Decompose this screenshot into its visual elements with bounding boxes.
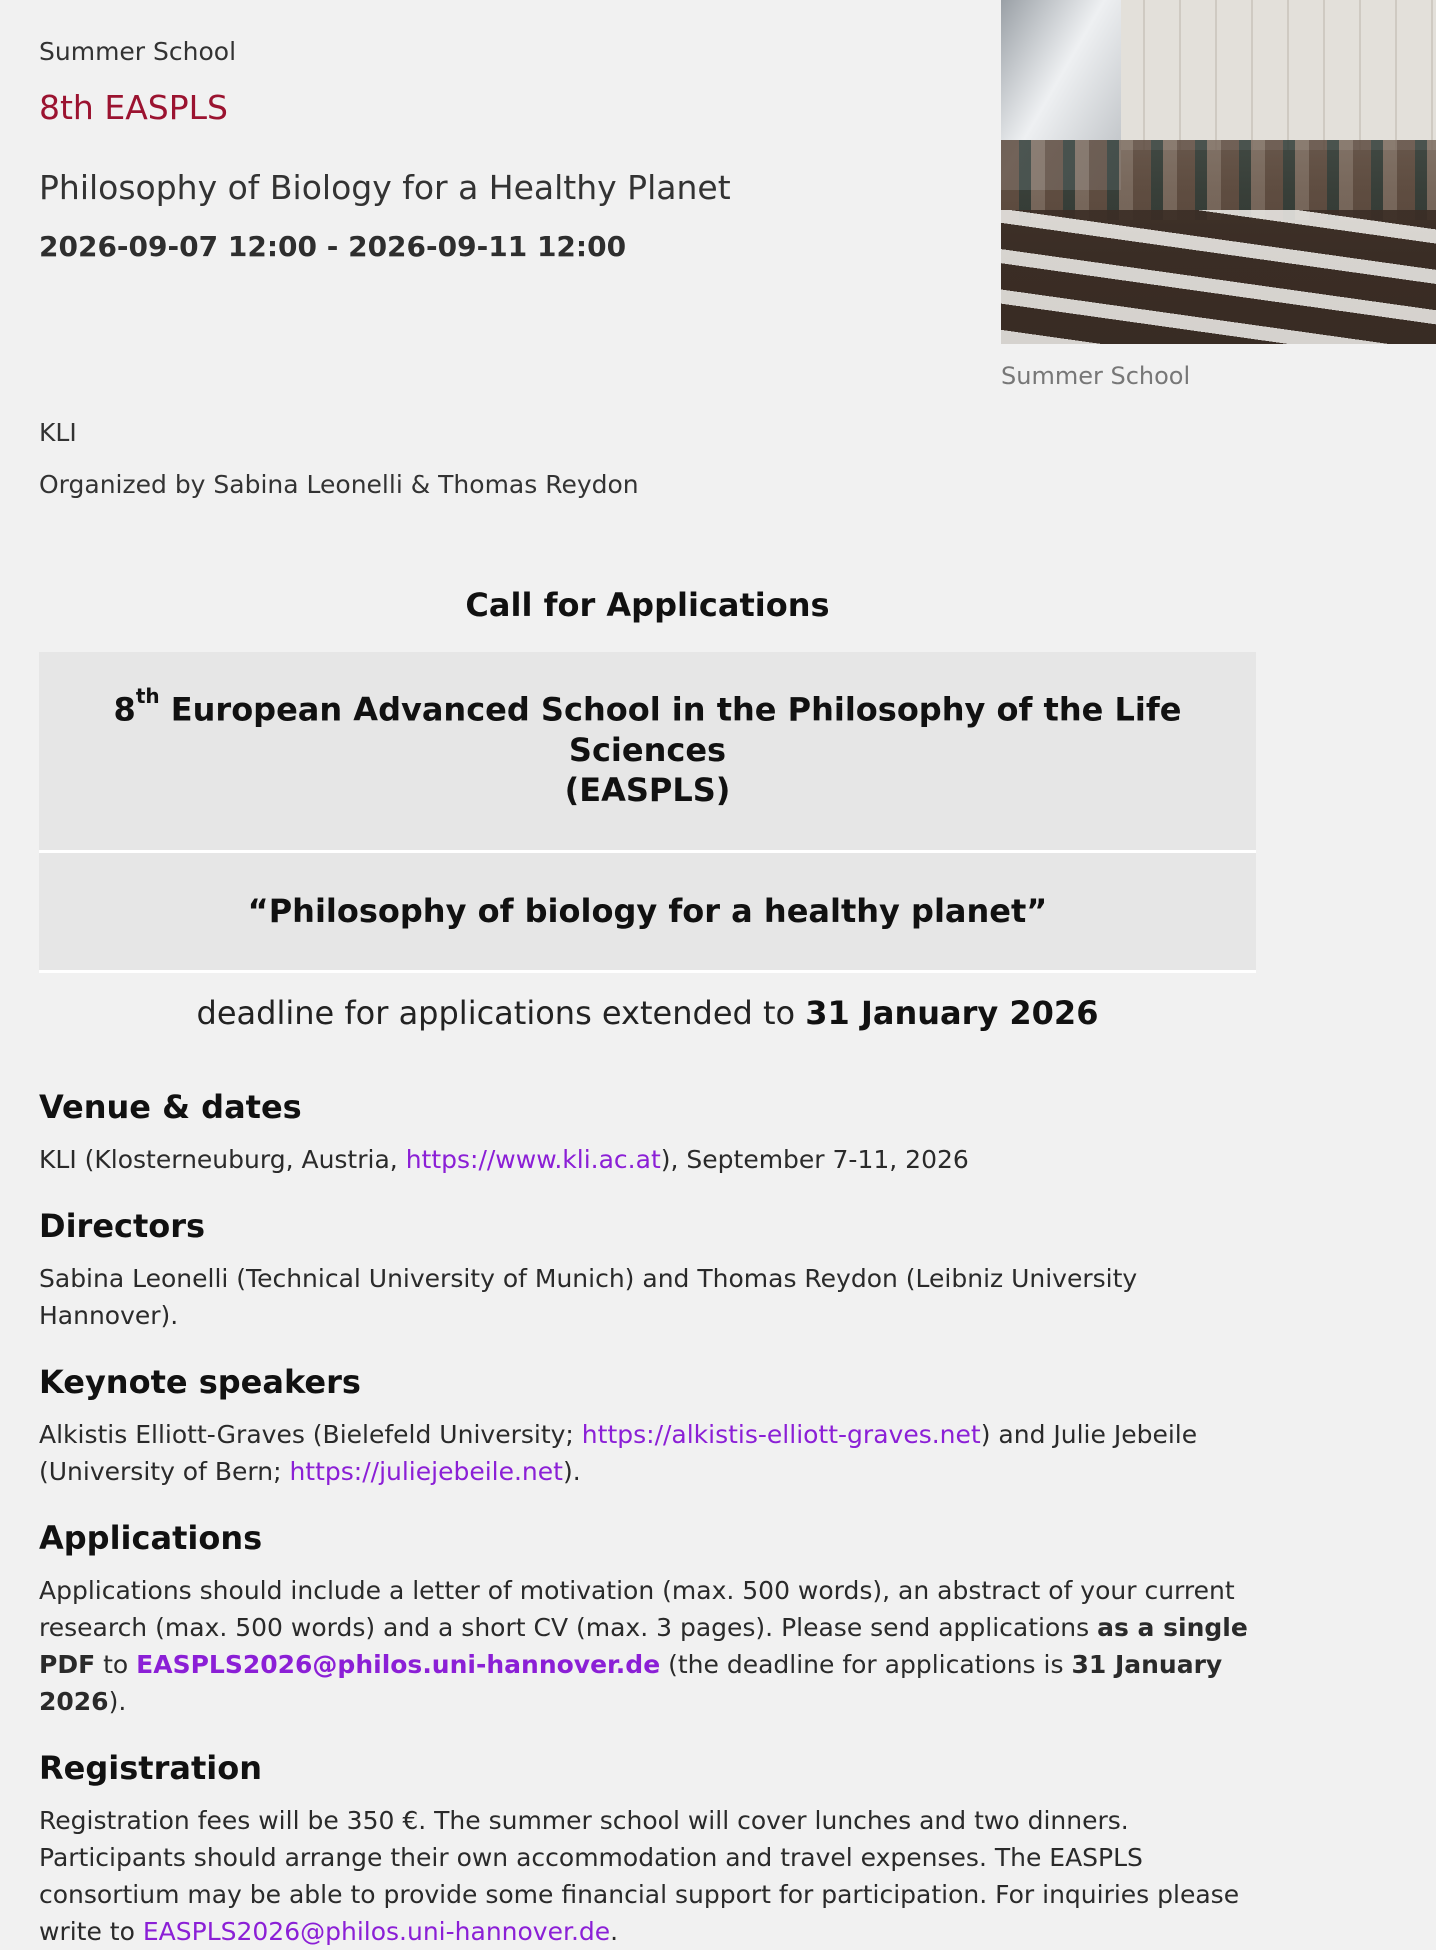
venue-text-after: ), September 7-11, 2026 [660, 1144, 969, 1174]
keynotes-heading: Keynote speakers [39, 1362, 361, 1401]
registration-text [39, 1802, 1256, 1950]
registration-body: Registration fees will be 350 €. The summer school will cover lunches and two dinners. Participants should arrange their own accommodation and travel expenses. The EASPLS consortium may be able to provide some financial support for participation. For inquiries please write to [39, 1805, 1240, 1946]
venue-heading: Venue & dates [39, 1087, 302, 1126]
school-ordinal: 8 [113, 690, 136, 729]
keynotes-part2: ) and Julie Jebeile (University of Bern; [39, 1419, 1198, 1486]
photo-audience [1001, 140, 1436, 220]
registration-email-link[interactable]: EASPLS2026@philos.uni-hannover.de [142, 1916, 611, 1946]
event-dates: 2026-09-07 12:00 - 2026-09-11 12:00 [39, 230, 627, 263]
school-name-box [39, 652, 1256, 853]
event-code: 8th EASPLS [39, 88, 228, 127]
applications-text [39, 1572, 1256, 1720]
call-heading: Call for Applications [465, 586, 830, 624]
applications-part4: ). [108, 1686, 127, 1716]
school-abbr: (EASPLS) [564, 770, 731, 809]
applications-heading: Applications [39, 1518, 263, 1557]
registration-heading: Registration [39, 1748, 262, 1787]
applications-part2: to [95, 1649, 137, 1679]
theme-box [39, 853, 1256, 973]
photo-tables [1001, 210, 1436, 344]
event-photo [1001, 0, 1436, 344]
event-organizers: Organized by Sabina Leonelli & Thomas Reydon [39, 470, 639, 499]
event-description [39, 580, 1256, 1950]
venue-text [39, 1141, 1256, 1178]
directors-text: Sabina Leonelli (Technical University of Munich) and Thomas Reydon (Leibniz University Hannover). [39, 1263, 1138, 1330]
theme-text: “Philosophy of biology for a healthy planet” [247, 891, 1048, 930]
venue-text-before: KLI (Klosterneuburg, Austria, [39, 1144, 406, 1174]
event-title: Philosophy of Biology for a Healthy Planet [39, 168, 731, 207]
jebeile-link[interactable]: https://juliejebeile.net [289, 1456, 563, 1486]
directors-heading: Directors [39, 1206, 206, 1245]
keynotes-part1: Alkistis Elliott-Graves (Bielefeld University; [39, 1419, 582, 1449]
applications-deadline: 31 January 2026 [39, 1649, 1223, 1716]
applications-part1: Applications should include a letter of motivation (max. 500 words), an abstract of your current research (max. 500 words) and a short CV (max. 3 pages). Please send applications [39, 1575, 1235, 1642]
deadline-prefix: deadline for applications extended to [196, 993, 806, 1032]
keynotes-text [39, 1416, 1256, 1490]
kli-link[interactable]: https://www.kli.ac.at [405, 1144, 661, 1174]
deadline-notice [39, 973, 1256, 1053]
registration-end: . [610, 1916, 619, 1946]
deadline-date: 31 January 2026 [805, 993, 1099, 1032]
photo-caption: Summer School [1001, 362, 1191, 390]
school-name: European Advanced School in the Philosophy of the Life Sciences [159, 690, 1182, 769]
applications-format: as a single PDF [39, 1612, 1248, 1679]
event-host: KLI [39, 418, 77, 447]
applications-part3: (the deadline for applications is [660, 1649, 1072, 1679]
applications-email-link[interactable]: EASPLS2026@philos.uni-hannover.de [136, 1649, 661, 1679]
event-category: Summer School [39, 37, 237, 66]
keynotes-part3: ). [562, 1456, 581, 1486]
school-ordinal-suffix: th [135, 684, 160, 708]
elliott-graves-link[interactable]: https://alkistis-elliott-graves.net [581, 1419, 981, 1449]
